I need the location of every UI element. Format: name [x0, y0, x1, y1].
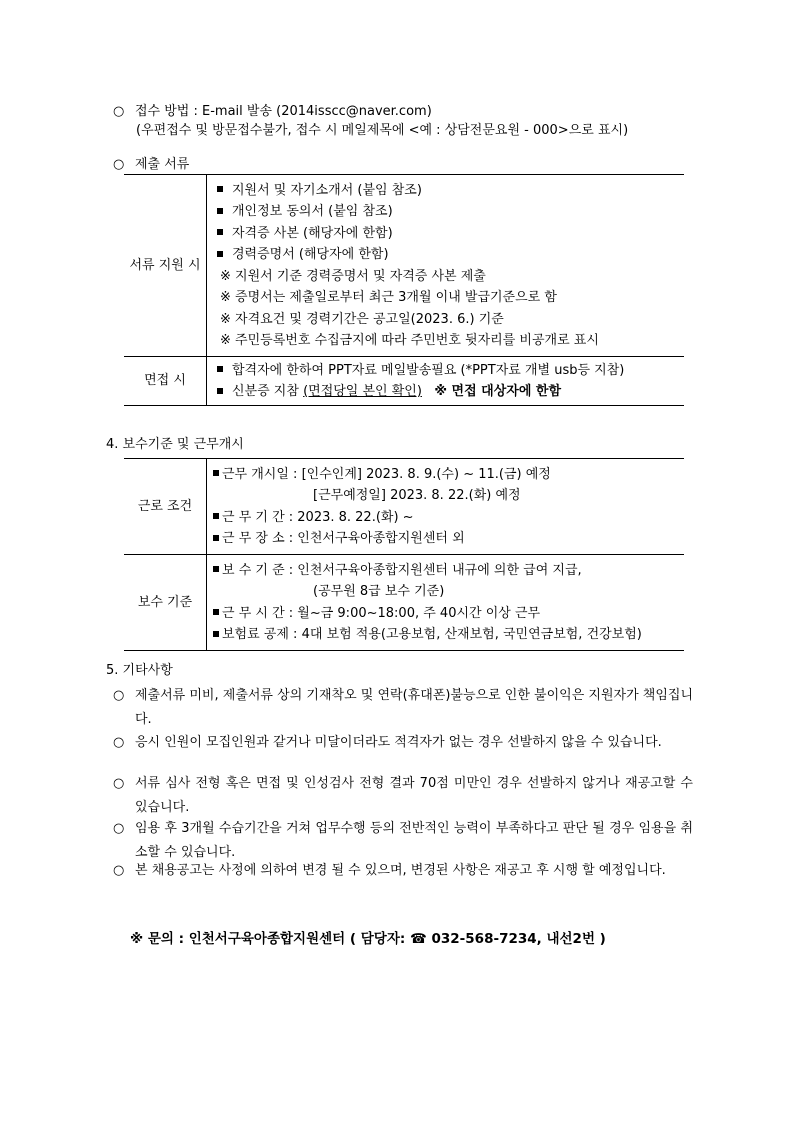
- section4-heading: 4. 보수기준 및 근무개시: [106, 437, 244, 452]
- notice-text: 제출서류 미비, 제출서류 상의 기재착오 및 연락(휴대폰)불능으로 인한 불이익은 지원자가 책임집니다.: [135, 688, 693, 727]
- submit-item: 지원서 및 자기소개서 (붙임 참조): [232, 182, 422, 198]
- submit-content: [207, 175, 685, 357]
- square-bullet-icon: [217, 251, 223, 257]
- submit-item: 자격증 사본 (해당자에 한함): [232, 225, 393, 241]
- notice-item: [113, 731, 693, 755]
- interview-content: [207, 357, 685, 406]
- notice-item: [113, 817, 693, 865]
- work-hours: 근 무 시 간 : 월~금 9:00~18:00, 주 40시간 이상 근무: [222, 605, 541, 621]
- notice-text: 서류 심사 전형 혹은 면접 및 인성검사 전형 결과 70점 미만인 경우 선발하지 않거나 재공고할 수 있습니다.: [135, 776, 693, 815]
- interview-item: 합격자에 한하여 PPT자료 메일발송필요 (*PPT자료 개별 usb등 지참): [232, 362, 625, 378]
- notice-item: [113, 684, 693, 732]
- notice-marker: ○: [113, 735, 125, 750]
- square-bullet-icon: [213, 631, 219, 637]
- work-table: [124, 458, 684, 651]
- square-bullet-icon: [213, 513, 219, 519]
- documents-marker: ○: [113, 157, 125, 172]
- square-bullet-icon: [217, 388, 223, 394]
- pay-standard-note: (공무원 8급 보수 기준): [313, 584, 445, 599]
- submit-note: ※ 지원서 기준 경력증명서 및 자격증 사본 제출: [220, 268, 486, 284]
- submit-note: ※ 자격요건 및 경력기간은 공고일(2023. 6.) 기준: [220, 311, 504, 327]
- notice-text: 응시 인원이 모집인원과 같거나 미달이더라도 적격자가 없는 경우 선발하지 않을 수 있습니다.: [135, 735, 662, 750]
- pay-label: 보수 기준: [124, 555, 207, 651]
- square-bullet-icon: [217, 229, 223, 235]
- documents-heading: 제출 서류: [135, 157, 190, 172]
- pay-standard: 보 수 기 준 : 인천서구육아종합지원센터 내규에 의한 급여 지급,: [222, 562, 582, 578]
- submit-label: 서류 지원 시: [124, 175, 207, 357]
- work-place: 근 무 장 소 : 인천서구육아종합지원센터 외: [222, 531, 465, 546]
- square-bullet-icon: [213, 535, 219, 541]
- square-bullet-icon: [217, 208, 223, 214]
- square-bullet-icon: [213, 566, 219, 572]
- square-bullet-icon: [213, 609, 219, 615]
- notice-marker: ○: [113, 776, 125, 791]
- documents-table: [124, 174, 684, 406]
- submit-note: ※ 증명서는 제출일로부터 최근 3개월 이내 발급기준으로 함: [220, 290, 557, 305]
- work-label: 근로 조건: [124, 459, 207, 555]
- work-content: [207, 459, 685, 555]
- submit-item: 경력증명서 (해당자에 한함): [232, 247, 389, 262]
- square-bullet-icon: [217, 366, 223, 372]
- receipt-note: (우편접수 및 방문접수불가, 접수 시 메일제목에 <예 : 상담전문요원 - 000>으로 표시): [136, 123, 629, 138]
- interview-note-bold: ※ 면접 대상자에 한함: [434, 384, 562, 399]
- submit-note: ※ 주민등록번호 수집금지에 따라 주민번호 뒷자리를 비공개로 표시: [220, 333, 599, 348]
- interview-item: 신분증 지참: [232, 384, 304, 399]
- section5-heading: 5. 기타사항: [106, 663, 173, 678]
- insurance: 보험료 공제 : 4대 보험 적용(고용보험, 산재보험, 국민연금보험, 건강보험): [222, 627, 642, 642]
- contact-info: ※ 문의 : 인천서구육아종합지원센터 ( 담당자: ☎ 032-568-7234, 내선2번 ): [130, 931, 606, 947]
- pay-content: [207, 555, 685, 651]
- square-bullet-icon: [213, 470, 219, 476]
- notice-marker: ○: [113, 863, 125, 878]
- notice-marker: ○: [113, 821, 125, 836]
- interview-label: 면접 시: [124, 357, 207, 406]
- work-scheduled-date: [근무예정일] 2023. 8. 22.(화) 예정: [313, 488, 521, 503]
- receipt-method: 접수 방법 : E-mail 발송 (2014isscc@naver.com): [135, 104, 432, 119]
- receipt-marker: ○: [113, 104, 125, 119]
- notice-text: 임용 후 3개월 수습기간을 거쳐 업무수행 등의 전반적인 능력이 부족하다고 판단 될 경우 임용을 취소할 수 있습니다.: [135, 821, 693, 860]
- notice-marker: ○: [113, 688, 125, 703]
- notice-item: [113, 772, 693, 820]
- work-period: 근 무 기 간 : 2023. 8. 22.(화) ~: [222, 509, 414, 525]
- notice-item: [113, 859, 693, 883]
- interview-id-check: (면접당일 본인 확인): [303, 384, 422, 399]
- submit-item: 개인정보 동의서 (붙임 참조): [232, 204, 393, 219]
- square-bullet-icon: [217, 186, 223, 192]
- work-start-date: 근무 개시일 : [인수인계] 2023. 8. 9.(수) ~ 11.(금) 예정: [222, 466, 551, 482]
- notice-text: 본 채용공고는 사정에 의하여 변경 될 수 있으며, 변경된 사항은 재공고 후 시행 할 예정입니다.: [135, 863, 666, 878]
